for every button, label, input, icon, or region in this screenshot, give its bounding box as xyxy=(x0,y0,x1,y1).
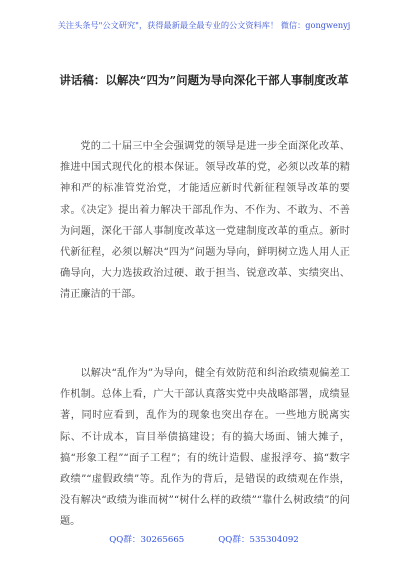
document-title: 讲话稿：以解决“四为”问题为导向深化干部人事制度改革 xyxy=(59,73,349,87)
footer-qq-group-1: QQ群：30265665 xyxy=(109,535,185,545)
footer xyxy=(0,533,408,545)
paragraph-2: 以解决“乱作为”为导向，健全有效防范和纠治政绩观偏差工作机制。总体上看，广大干部认真落实党中央战略部署，成绩显著，同时应看到，乱作为的现象也突出存在。一些地方脱离实际、不计成本，盲目举债搞建设；有的搞大场面、铺大摊子，搞“形象工程”“面子工程”；有的统计造假、虚报浮夸、搞“数字政绩”“虚假政绩”等。乱作为的背后，是错误的政绩观在作祟，没有解决“政绩为谁而树”“树什么样的政绩”“靠什么树政绩”的问题。 xyxy=(60,368,350,528)
header-banner: 关注头条号"公文研究"，获得最新最全最专业的公文资料库！ 微信：gongwenyj xyxy=(57,20,351,30)
paragraph-1: 党的二十届三中全会强调党的领导是进一步全面深化改革、推进中国式现代化的根本保证。领导改革的党，必须以改革的精神和严的标准管党治党，才能适应新时代新征程领导改革的要求。《决定》提出着力解决干部乱作为、不作为、不敢为、不善为问题，深化干部人事制度改革这一党建制度改革的重点。新时代新征程，必须以解决“四为”问题为导向，鲜明树立选人用人正确导向，大力选拔政治过硬、敢于担当、锐意改革、实绩突出、清正廉洁的干部。 xyxy=(60,141,350,301)
footer-qq-group-2: QQ群：535304092 xyxy=(218,535,299,545)
